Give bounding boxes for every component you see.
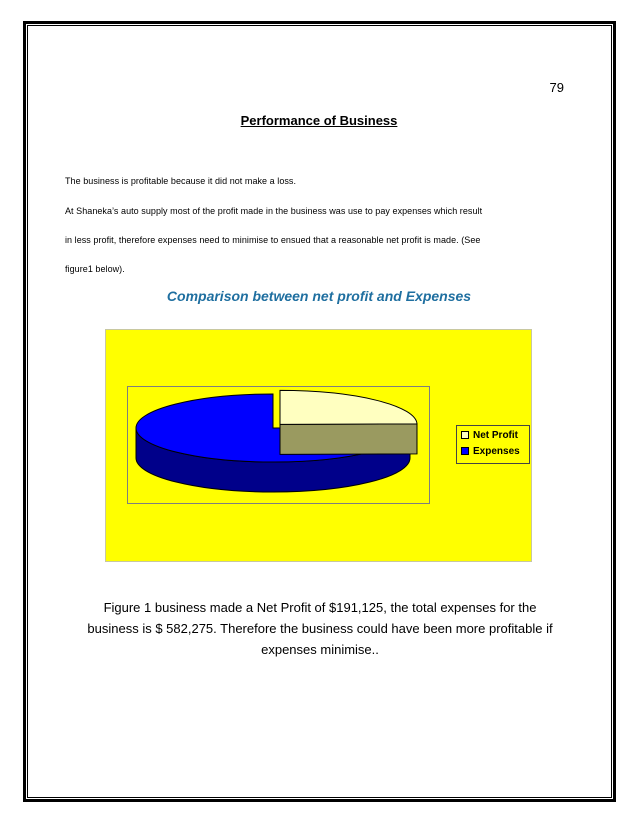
chart-legend xyxy=(456,425,530,464)
figure-caption xyxy=(60,597,580,660)
page-number: 79 xyxy=(549,80,564,95)
page-heading: Performance of Business xyxy=(240,113,398,128)
pie-chart xyxy=(127,386,430,504)
paragraph-line-3: in less profit, therefore expenses need to minimise to ensued that a reasonable net profit is made. (See xyxy=(65,235,481,245)
pie-cut-net-profit xyxy=(280,424,417,455)
pie-slice-net-profit xyxy=(280,390,417,424)
legend-label-expenses: Expenses xyxy=(473,446,520,457)
chart-title: Comparison between net profit and Expenses xyxy=(166,288,472,304)
legend-label-net-profit: Net Profit xyxy=(473,430,518,441)
caption-line-2: business is $ 582,275. Therefore the business could have been more profitable if xyxy=(87,621,553,636)
legend-swatch-expenses xyxy=(461,447,469,455)
paragraph-line-4: figure1 below). xyxy=(65,264,125,274)
caption-line-1: Figure 1 business made a Net Profit of $191,125, the total expenses for the xyxy=(103,600,537,615)
legend-item-expenses xyxy=(461,446,520,460)
paragraph-line-1: The business is profitable because it did not make a loss. xyxy=(65,176,297,186)
legend-swatch-net-profit xyxy=(461,431,469,439)
legend-item-net-profit xyxy=(461,430,518,444)
caption-line-3: expenses minimise.. xyxy=(261,642,379,657)
paragraph-line-2: At Shaneka’s auto supply most of the profit made in the business was use to pay expenses which result xyxy=(65,206,483,216)
